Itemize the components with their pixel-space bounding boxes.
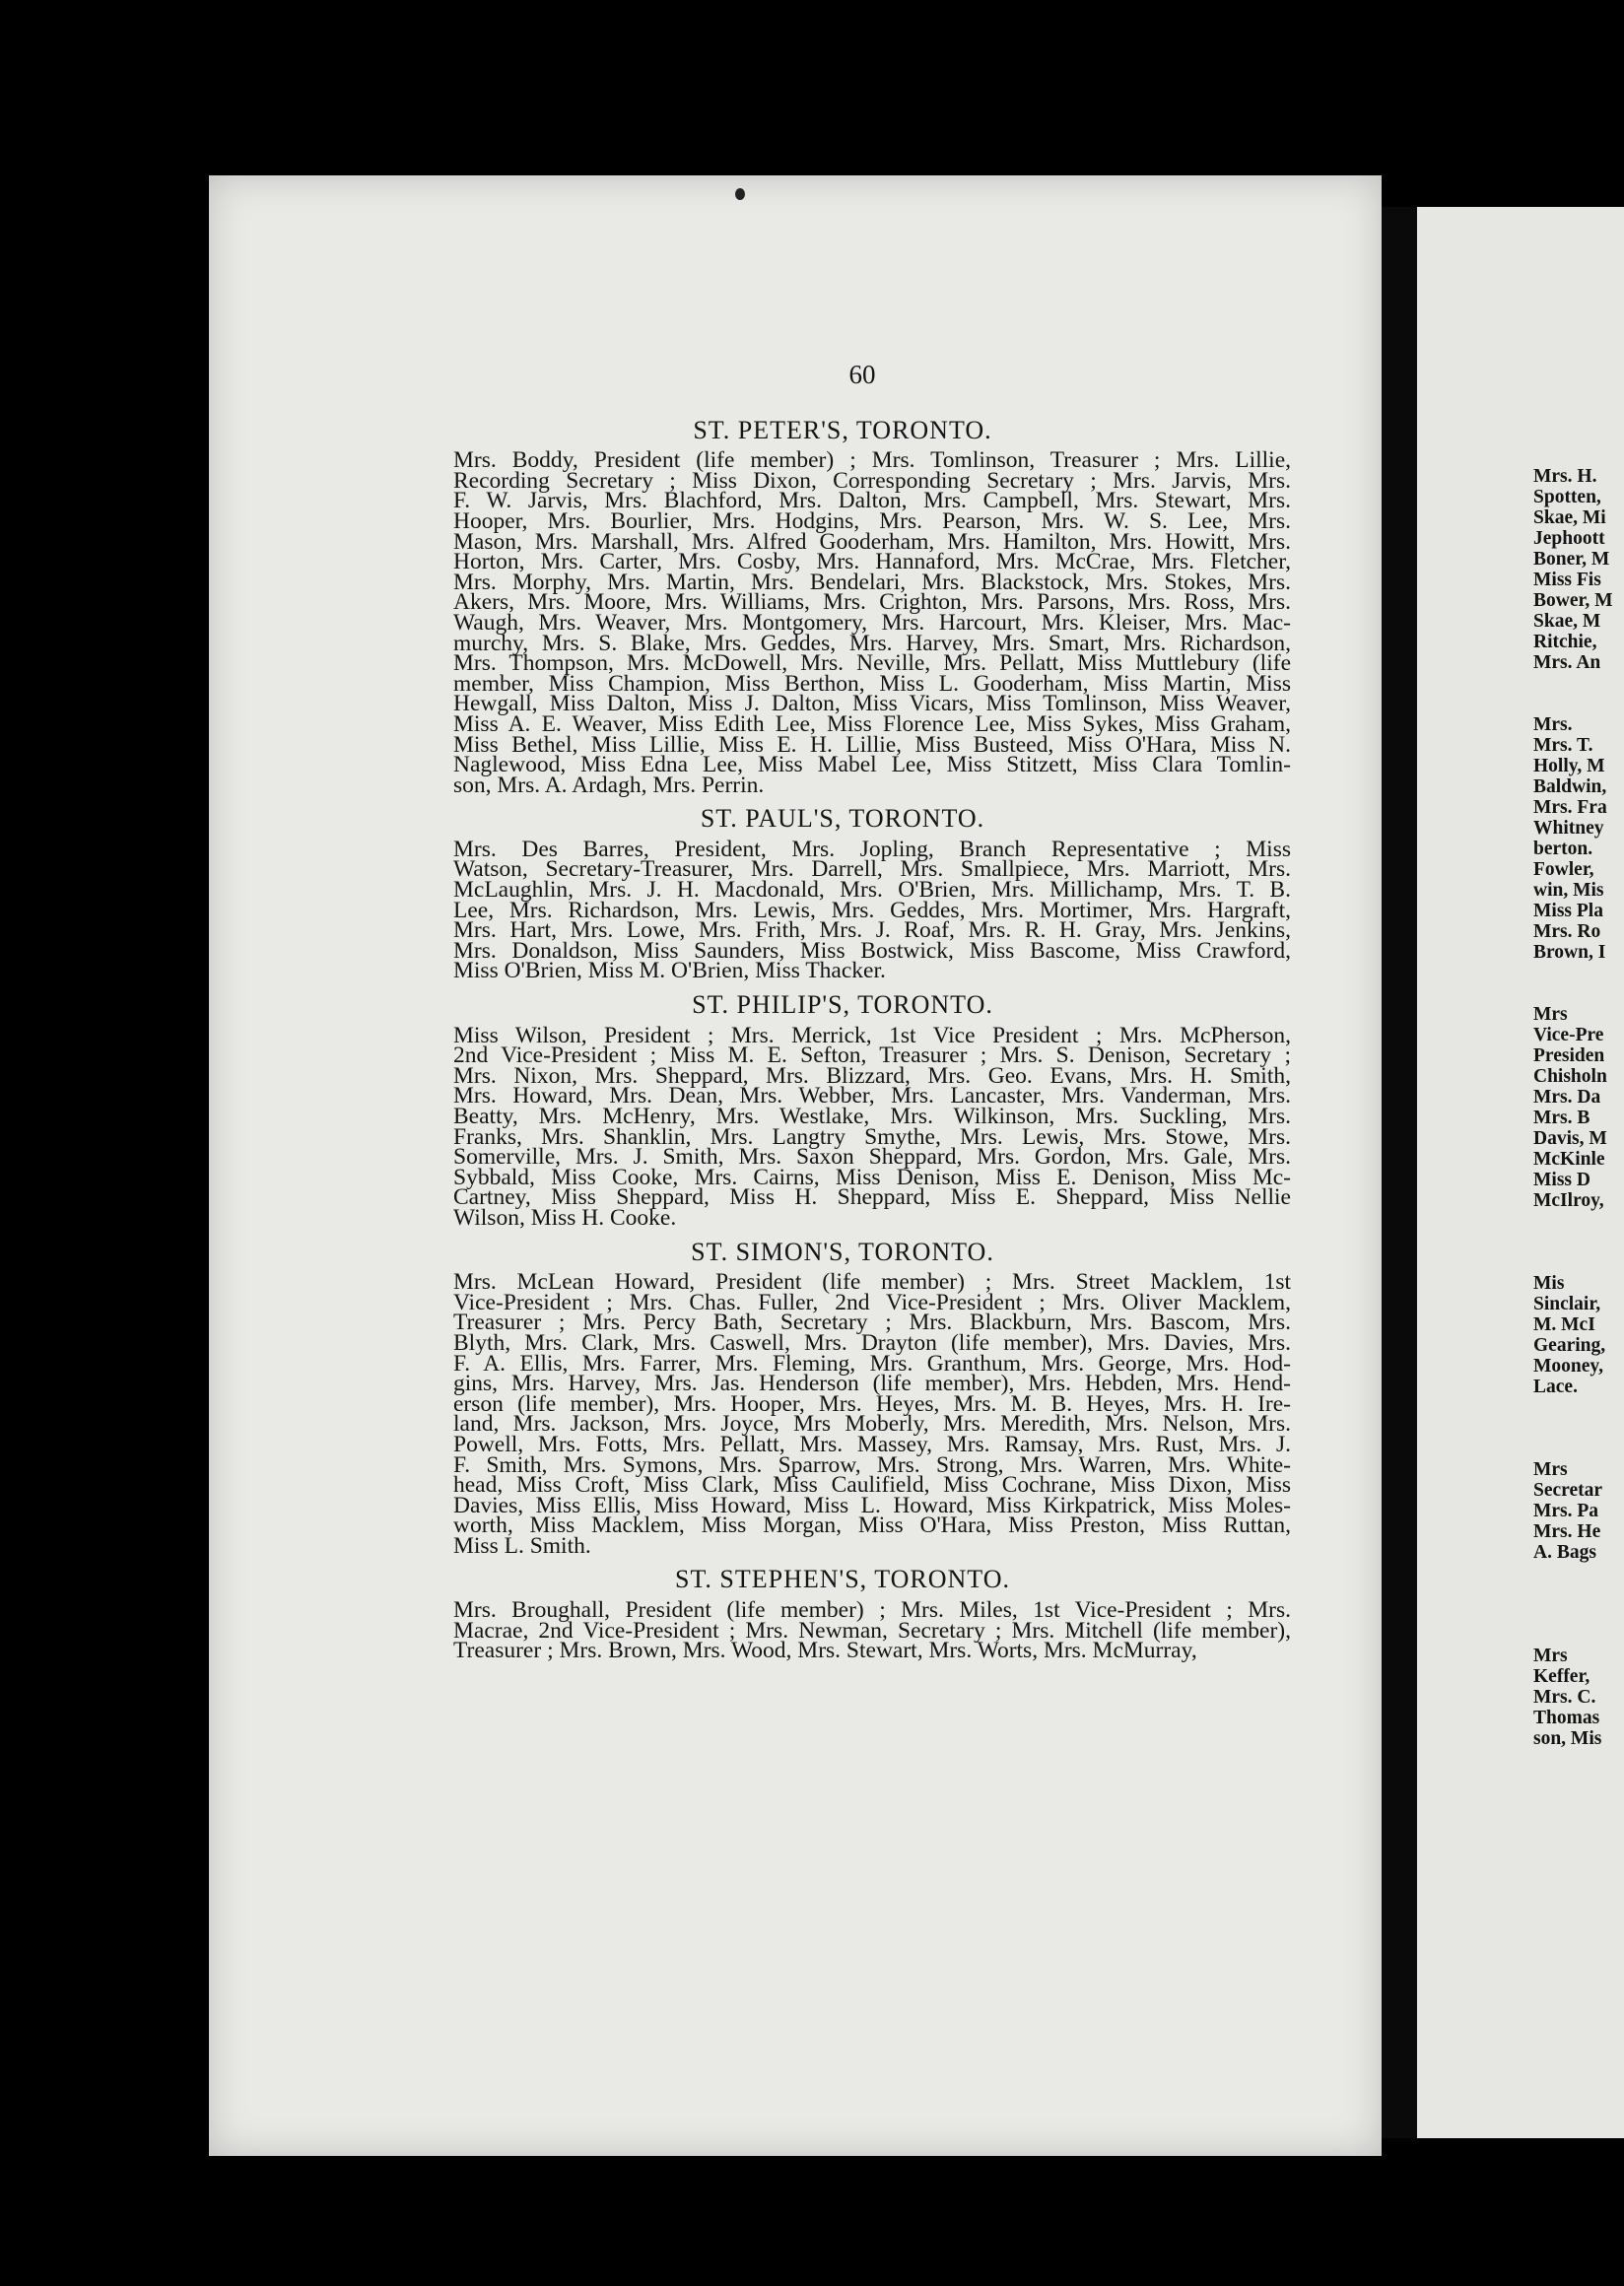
fragment-line [1533, 694, 1624, 714]
fragment-line: Chisholn [1533, 1066, 1607, 1087]
text-line: Treasurer ; Mrs. Brown, Mrs. Wood, Mrs. Stewart, Mrs. Worts, Mrs. McMurray, [453, 1638, 1197, 1664]
fragment-line [1533, 1583, 1624, 1604]
text-line: Mrs. Nixon, Mrs. Sheppard, Mrs. Blizzard, Mrs. Geo. Evans, Mrs. H. Smith, [453, 1062, 1291, 1089]
fragment-line: Whitney [1533, 818, 1604, 839]
fragment-line [1533, 1232, 1624, 1252]
fragment-line: Skae, M [1533, 611, 1601, 632]
fragment-line: Mooney, [1533, 1356, 1603, 1377]
section-heading: ST. PETER'S, TORONTO. [693, 415, 992, 444]
fragment-line: Mrs. [1533, 714, 1573, 735]
fragment-line: McKinle [1533, 1149, 1605, 1170]
text-line: F. Smith, Mrs. Symons, Mrs. Sparrow, Mrs. Strong, Mrs. Warren, Mrs. White- [453, 1451, 1291, 1478]
text-line: murchy, Mrs. S. Blake, Mrs. Geddes, Mrs. Harvey, Mrs. Smart, Mrs. Richardson, [453, 630, 1291, 656]
fragment-line: Spotten, [1533, 487, 1601, 507]
text-line: member, Miss Champion, Miss Berthon, Miss L. Gooderham, Miss Martin, Miss [453, 670, 1291, 697]
adjacent-page-fragments [1533, 466, 1624, 1749]
fragment-line: Gearing, [1533, 1335, 1606, 1356]
section-body [394, 1269, 1291, 1559]
fragment-line: Skae, Mi [1533, 507, 1606, 528]
text-line: Mrs. Donaldson, Miss Saunders, Miss Bostwick, Miss Bascome, Miss Crawford, [453, 937, 1291, 964]
text-line: 2nd Vice-President ; Miss M. E. Sefton, Treasurer ; Mrs. S. Denison, Secretary ; [453, 1042, 1291, 1069]
text-line: Akers, Mrs. Moore, Mrs. Williams, Mrs. Crighton, Mrs. Parsons, Mrs. Ross, Mrs. [453, 589, 1291, 616]
fragment-line: berton. [1533, 839, 1593, 859]
section-heading: ST. SIMON'S, TORONTO. [691, 1237, 994, 1266]
text-line: erson (life member), Mrs. Hooper, Mrs. Heyes, Mrs. M. B. Heyes, Mrs. H. Ire- [453, 1390, 1291, 1417]
text-line: Wilson, Miss H. Cooke. [453, 1204, 677, 1231]
fragment-line: Mrs. Ro [1533, 921, 1601, 942]
text-line: Lee, Mrs. Richardson, Mrs. Lewis, Mrs. Geddes, Mrs. Mortimer, Mrs. Hargraft, [453, 897, 1291, 923]
fragment-line: A. Bags [1533, 1542, 1596, 1563]
text-line: head, Miss Croft, Miss Clark, Miss Caulifield, Miss Cochrane, Miss Dixon, Miss [453, 1472, 1291, 1499]
fragment-line [1533, 1604, 1624, 1625]
fragment-line: Holly, M [1533, 756, 1605, 776]
fragment-line: Thomas [1533, 1708, 1600, 1728]
fragment-line: M. McI [1533, 1314, 1595, 1335]
text-line: Mason, Mrs. Marshall, Mrs. Alfred Gooderham, Mrs. Hamilton, Mrs. Howitt, Mrs. [453, 528, 1291, 555]
text-line: Sybbald, Miss Cooke, Mrs. Cairns, Miss Denison, Miss E. Denison, Miss Mc- [453, 1164, 1291, 1190]
section-heading: ST. STEPHEN'S, TORONTO. [675, 1565, 1010, 1594]
fragment-line: Brown, I [1533, 942, 1606, 963]
page-number: 60 [848, 360, 876, 389]
text-line: Watson, Secretary-Treasurer, Mrs. Darrell, Mrs. Smallpiece, Mrs. Marriott, Mrs. [453, 856, 1291, 883]
text-line: Beatty, Mrs. McHenry, Mrs. Westlake, Mrs. Wilkinson, Mrs. Suckling, Mrs. [453, 1104, 1291, 1129]
section-heading: ST. PAUL'S, TORONTO. [700, 804, 985, 834]
text-line: Mrs. Howard, Mrs. Dean, Mrs. Webber, Mrs. Lancaster, Mrs. Vanderman, Mrs. [453, 1083, 1291, 1109]
fragment-line: Mrs. H. [1533, 466, 1597, 487]
text-line: Horton, Mrs. Carter, Mrs. Cosby, Mrs. Hannaford, Mrs. McCrae, Mrs. Fletcher, [453, 549, 1291, 575]
section-body [394, 447, 1291, 798]
fragment-line: son, Mis [1533, 1728, 1602, 1749]
text-line: Macrae, 2nd Vice-President ; Mrs. Newman, Secretary ; Mrs. Mitchell (life member), [453, 1617, 1291, 1644]
text-line: Waugh, Mrs. Weaver, Mrs. Montgomery, Mrs. Harcourt, Mrs. Kleiser, Mrs. Mac- [453, 609, 1291, 636]
text-line: Hooper, Mrs. Bourlier, Mrs. Hodgins, Mrs. Pearson, Mrs. W. S. Lee, Mrs. [453, 507, 1291, 534]
fragment-line: Sinclair, [1533, 1294, 1601, 1314]
fragment-line: win, Mis [1533, 880, 1604, 901]
fragment-line: Mrs. An [1533, 652, 1601, 673]
text-line: worth, Miss Macklem, Miss Morgan, Miss O'Hara, Miss Preston, Miss Ruttan, [453, 1513, 1291, 1539]
fragment-line: Mrs. Pa [1533, 1501, 1599, 1521]
fragment-line: Keffer, [1533, 1666, 1590, 1687]
text-line: Blyth, Mrs. Clark, Mrs. Caswell, Mrs. Drayton (life member), Mrs. Davies, Mrs. [453, 1329, 1291, 1356]
text-line: Miss Wilson, President ; Mrs. Merrick, 1st Vice President ; Mrs. McPherson, [453, 1022, 1291, 1048]
fragment-line [1533, 1397, 1624, 1418]
fragment-line: Miss Fis [1533, 570, 1601, 590]
adjacent-page [1417, 207, 1624, 2138]
section-body [394, 836, 1291, 984]
fragment-line: Presiden [1533, 1045, 1605, 1066]
text-line: Mrs. Hart, Mrs. Lowe, Mrs. Frith, Mrs. J. Roaf, Mrs. R. H. Gray, Mrs. Jenkins, [453, 917, 1291, 944]
fragment-line: Vice-Pre [1533, 1025, 1604, 1045]
text-line: Mrs. Des Barres, President, Mrs. Jopling, Branch Representative ; Miss [453, 836, 1291, 862]
ink-mark [735, 188, 745, 200]
fragment-line: Bower, M [1533, 590, 1613, 611]
fragment-line: Mrs. T. [1533, 735, 1593, 756]
text-line: Naglewood, Miss Edna Lee, Miss Mabel Lee, Miss Stitzett, Miss Clara Tomlin- [453, 752, 1291, 778]
fragment-line [1533, 963, 1624, 983]
text-line: land, Mrs. Jackson, Mrs. Joyce, Mrs Moberly, Mrs. Meredith, Mrs. Nelson, Mrs. [453, 1411, 1291, 1438]
fragment-line [1533, 1439, 1624, 1459]
fragment-line: Ritchie, [1533, 632, 1597, 652]
fragment-line: Baldwin, [1533, 776, 1607, 797]
fragment-line: Boner, M [1533, 549, 1610, 570]
fragment-line: Secretar [1533, 1480, 1603, 1501]
fragment-line: Davis, M [1533, 1128, 1607, 1149]
fragment-line: Mrs. B [1533, 1108, 1590, 1128]
text-line: Recording Secretary ; Miss Dixon, Corresponding Secretary ; Mrs. Jarvis, Mrs. [453, 467, 1291, 494]
fragment-line: Mis [1533, 1273, 1565, 1294]
fragment-line: Miss Pla [1533, 901, 1603, 921]
fragment-line [1533, 1211, 1624, 1232]
fragment-line: Mrs [1533, 1459, 1568, 1480]
fragment-line: Mrs [1533, 1004, 1568, 1025]
text-line: McLaughlin, Mrs. J. H. Macdonald, Mrs. O'Brien, Mrs. Millichamp, Mrs. T. B. [453, 877, 1291, 904]
text-line: Somerville, Mrs. J. Smith, Mrs. Saxon Sheppard, Mrs. Gordon, Mrs. Gale, Mrs. [453, 1144, 1291, 1171]
text-line: Vice-President ; Mrs. Chas. Fuller, 2nd Vice-President ; Mrs. Oliver Macklem, [453, 1289, 1291, 1315]
book-gutter [1382, 207, 1417, 2138]
page-content [394, 360, 1291, 1664]
sections-container [394, 415, 1291, 1664]
fragment-line: Mrs. He [1533, 1521, 1601, 1542]
section-body [394, 1022, 1291, 1231]
text-line: Mrs. Broughall, President (life member) ; Mrs. Miles, 1st Vice-President ; Mrs. [453, 1597, 1291, 1624]
text-line: F. W. Jarvis, Mrs. Blachford, Mrs. Dalton, Mrs. Campbell, Mrs. Stewart, Mrs. [453, 488, 1291, 514]
section-heading: ST. PHILIP'S, TORONTO. [692, 990, 993, 1020]
fragment-line [1533, 673, 1624, 694]
text-line: Miss A. E. Weaver, Miss Edith Lee, Miss Florence Lee, Miss Sykes, Miss Graham, [453, 710, 1291, 737]
fragment-line: Miss D [1533, 1170, 1590, 1190]
fragment-line: Mrs. C. [1533, 1687, 1596, 1708]
text-line: Miss Bethel, Miss Lillie, Miss E. H. Lillie, Miss Busteed, Miss O'Hara, Miss N. [453, 731, 1291, 758]
fragment-line: Lace. [1533, 1377, 1578, 1397]
fragment-line: McIlroy, [1533, 1190, 1604, 1211]
text-line: Hewgall, Miss Dalton, Miss J. Dalton, Miss Vicars, Miss Tomlinson, Miss Weaver, [453, 691, 1291, 717]
text-line: Mrs. Boddy, President (life member) ; Mrs. Tomlinson, Treasurer ; Mrs. Lillie, [453, 447, 1291, 474]
fragment-line: Jephoott [1533, 528, 1605, 549]
fragment-line: Mrs. Fra [1533, 797, 1607, 818]
text-line: Powell, Mrs. Fotts, Mrs. Pellatt, Mrs. Massey, Mrs. Ramsay, Mrs. Rust, Mrs. J. [453, 1431, 1291, 1457]
fragment-line: Mrs [1533, 1646, 1568, 1666]
fragment-line [1533, 983, 1624, 1004]
section-body [394, 1597, 1291, 1664]
text-line: Treasurer ; Mrs. Percy Bath, Secretary ; Mrs. Blackburn, Mrs. Bascom, Mrs. [453, 1310, 1291, 1336]
fragment-line: Mrs. Da [1533, 1087, 1601, 1108]
text-line: F. A. Ellis, Mrs. Farrer, Mrs. Fleming, Mrs. Granthum, Mrs. George, Mrs. Hod- [453, 1350, 1291, 1377]
text-line: gins, Mrs. Harvey, Mrs. Jas. Henderson (life member), Mrs. Hebden, Mrs. Hend- [453, 1371, 1291, 1397]
fragment-line [1533, 1418, 1624, 1439]
text-line: Cartney, Miss Sheppard, Miss H. Sheppard, Miss E. Sheppard, Miss Nellie [453, 1184, 1291, 1211]
text-line: Mrs. Morphy, Mrs. Martin, Mrs. Bendelari, Mrs. Blackstock, Mrs. Stokes, Mrs. [453, 569, 1291, 595]
text-line: Davies, Miss Ellis, Miss Howard, Miss L. Howard, Miss Kirkpatrick, Miss Moles- [453, 1492, 1291, 1518]
fragment-line: Fowler, [1533, 859, 1594, 880]
fragment-line [1533, 1625, 1624, 1646]
fragment-line [1533, 1252, 1624, 1273]
text-line: Miss L. Smith. [453, 1532, 591, 1559]
fragment-line [1533, 1563, 1624, 1583]
text-line: Mrs. Thompson, Mrs. McDowell, Mrs. Neville, Mrs. Pellatt, Miss Muttlebury (life [453, 650, 1291, 677]
text-line: son, Mrs. A. Ardagh, Mrs. Perrin. [453, 772, 765, 798]
text-line: Miss O'Brien, Miss M. O'Brien, Miss Thacker. [453, 958, 886, 984]
text-line: Mrs. McLean Howard, President (life member) ; Mrs. Street Macklem, 1st [453, 1269, 1291, 1296]
text-line: Franks, Mrs. Shanklin, Mrs. Langtry Smythe, Mrs. Lewis, Mrs. Stowe, Mrs. [453, 1123, 1291, 1150]
